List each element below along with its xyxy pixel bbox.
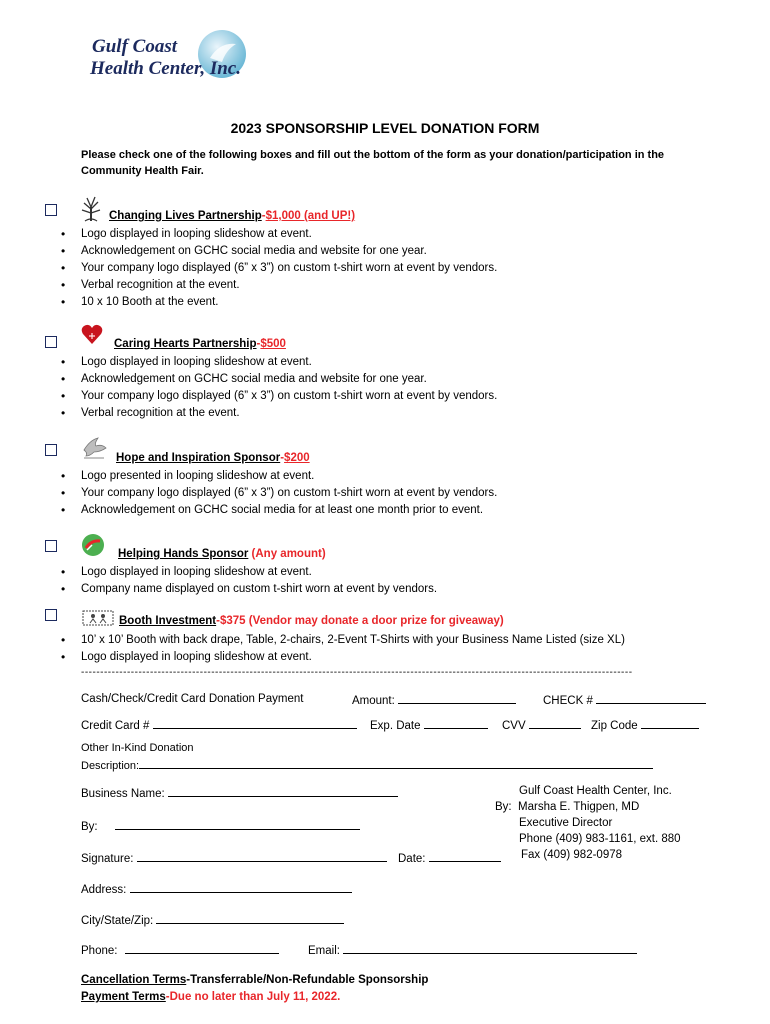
cancellation-terms-text: -Transferrable/Non-Refundable Sponsorship <box>186 974 429 986</box>
level-title-helping-hands <box>118 548 326 560</box>
logo-line-1: Gulf Coast <box>92 36 177 57</box>
exp-date-field[interactable] <box>370 716 488 734</box>
list-item: • Verbal recognition at the event. <box>81 277 497 294</box>
level-benefits-changing-lives <box>81 226 497 311</box>
org-fax: Fax (409) 982-0978 <box>521 849 623 861</box>
credit-card-field[interactable] <box>81 716 357 734</box>
level-name: Helping Hands Sponsor <box>118 548 249 560</box>
org-person: Marsha E. Thigpen, MD <box>518 801 640 813</box>
address-field[interactable] <box>81 880 352 898</box>
list-item: • Your company logo displayed (6” x 3”) on custom t-shirt worn at event by vendors. <box>81 485 497 502</box>
email-label: Email: <box>308 945 340 957</box>
amount-label: Amount: <box>352 695 395 707</box>
list-item: • Company name displayed on custom t-shirt worn at event by vendors. <box>81 581 437 598</box>
level-benefits-booth-investment <box>81 632 625 666</box>
list-item: • Logo displayed in looping slideshow at event. <box>81 564 437 581</box>
payment-terms-text: -Due no later than July 11, 2022. <box>165 991 341 1003</box>
level-name: Hope and Inspiration Sponsor <box>116 452 281 464</box>
business-name-field[interactable] <box>81 784 398 802</box>
level-benefits-hope-inspiration <box>81 468 497 519</box>
payment-method-label: Cash/Check/Credit Card Donation Payment <box>81 693 304 705</box>
list-item: • Your company logo displayed (6” x 3”) on custom t-shirt worn at event by vendors. <box>81 388 497 405</box>
cancellation-terms-label: Cancellation Terms <box>81 974 187 986</box>
org-name: Gulf Coast Health Center, Inc. <box>519 785 672 797</box>
signature-field[interactable] <box>81 849 387 867</box>
list-item: • 10’ x 10’ Booth with back drape, Table, 2-chairs, 2-Event T-Shirts with your Business Name Listed (size XL) <box>81 632 625 649</box>
check-number-field[interactable] <box>543 691 706 709</box>
level-title-caring-hearts <box>114 338 286 350</box>
logo-line-2: Health Center, Inc. <box>90 58 241 79</box>
helping-hands-icon <box>80 532 106 558</box>
level-title-hope-inspiration <box>116 452 310 464</box>
level-price: $500 <box>260 338 286 350</box>
level-checkbox-changing-lives[interactable] <box>45 204 57 216</box>
list-item: • Logo displayed in looping slideshow at event. <box>81 649 625 666</box>
intro-text: Please check one of the following boxes and fill out the bottom of the form as your donation/participation in the Community Health Fair. <box>81 149 665 177</box>
zip-code-label: Zip Code <box>591 720 638 732</box>
list-item: • Acknowledgement on GCHC social media for at least one month prior to event. <box>81 502 497 519</box>
phone-field[interactable] <box>81 941 279 959</box>
tree-icon <box>76 193 106 223</box>
level-separator: - <box>261 210 266 222</box>
level-name: Changing Lives Partnership <box>109 210 262 222</box>
amount-field[interactable] <box>352 691 516 709</box>
level-name: Caring Hearts Partnership <box>114 338 257 350</box>
business-name-label: Business Name: <box>81 788 165 800</box>
cut-line-divider: ------------------------------------------------------------------------------------------------------------------------------------------------ <box>81 667 633 678</box>
level-title-changing-lives <box>109 210 355 222</box>
list-item: • 10 x 10 Booth at the event. <box>81 294 497 311</box>
level-separator: - <box>216 615 220 627</box>
by-label: By: <box>81 821 98 833</box>
description-field[interactable] <box>81 756 653 774</box>
cancellation-terms <box>81 972 428 988</box>
level-price: $200 <box>284 452 310 464</box>
signature-label: Signature: <box>81 853 134 865</box>
list-item: • Logo displayed in looping slideshow at event. <box>81 354 497 371</box>
payment-terms <box>81 989 340 1005</box>
level-price: $1,000 (and UP!) <box>265 210 356 222</box>
description-label: Description: <box>81 760 140 772</box>
date-label: Date: <box>398 853 426 865</box>
level-price: $375 (Vendor may donate a door prize for giveaway) <box>219 615 504 627</box>
phone-label: Phone: <box>81 945 118 957</box>
org-by-label: By: <box>495 801 512 813</box>
list-item: • Your company logo displayed (6” x 3”) on custom t-shirt worn at event by vendors. <box>81 260 497 277</box>
cvv-field[interactable] <box>502 716 581 734</box>
list-item: • Verbal recognition at the event. <box>81 405 497 422</box>
org-role: Executive Director <box>519 817 613 829</box>
level-checkbox-hope-inspiration[interactable] <box>45 444 57 456</box>
by-field[interactable] <box>81 817 360 835</box>
level-name: Booth Investment <box>119 615 217 627</box>
city-state-zip-field[interactable] <box>81 911 344 929</box>
list-item: • Acknowledgement on GCHC social media and website for one year. <box>81 243 497 260</box>
list-item: • Logo displayed in looping slideshow at event. <box>81 226 497 243</box>
level-benefits-helping-hands <box>81 564 437 598</box>
level-checkbox-booth-investment[interactable] <box>45 609 57 621</box>
level-checkbox-caring-hearts[interactable] <box>45 336 57 348</box>
city-state-zip-label: City/State/Zip: <box>81 915 154 927</box>
email-field[interactable] <box>308 941 637 959</box>
level-title-booth-investment <box>119 615 504 627</box>
date-field[interactable] <box>398 849 501 867</box>
level-benefits-caring-hearts <box>81 354 497 422</box>
level-checkbox-helping-hands[interactable] <box>45 540 57 552</box>
page-title: 2023 SPONSORSHIP LEVEL DONATION FORM <box>230 120 540 136</box>
level-separator: - <box>280 452 285 464</box>
address-label: Address: <box>81 884 127 896</box>
level-separator: - <box>256 338 261 350</box>
org-block <box>495 783 681 863</box>
exp-date-label: Exp. Date <box>370 720 421 732</box>
in-kind-label: Other In-Kind Donation <box>81 742 194 754</box>
level-price: (Any amount) <box>251 548 326 560</box>
booth-icon <box>82 610 114 626</box>
payment-terms-label: Payment Terms <box>81 991 166 1003</box>
list-item: • Logo presented in looping slideshow at event. <box>81 468 497 485</box>
dove-icon <box>80 434 108 464</box>
cvv-label: CVV <box>502 720 526 732</box>
logo <box>90 36 260 86</box>
org-phone: Phone (409) 983-1161, ext. 880 <box>519 833 681 845</box>
heart-icon <box>80 322 104 346</box>
org-signer <box>495 799 681 815</box>
list-item: • Acknowledgement on GCHC social media and website for one year. <box>81 371 497 388</box>
credit-card-label: Credit Card # <box>81 720 150 732</box>
check-label: CHECK # <box>543 695 593 707</box>
zip-code-field[interactable] <box>591 716 699 734</box>
